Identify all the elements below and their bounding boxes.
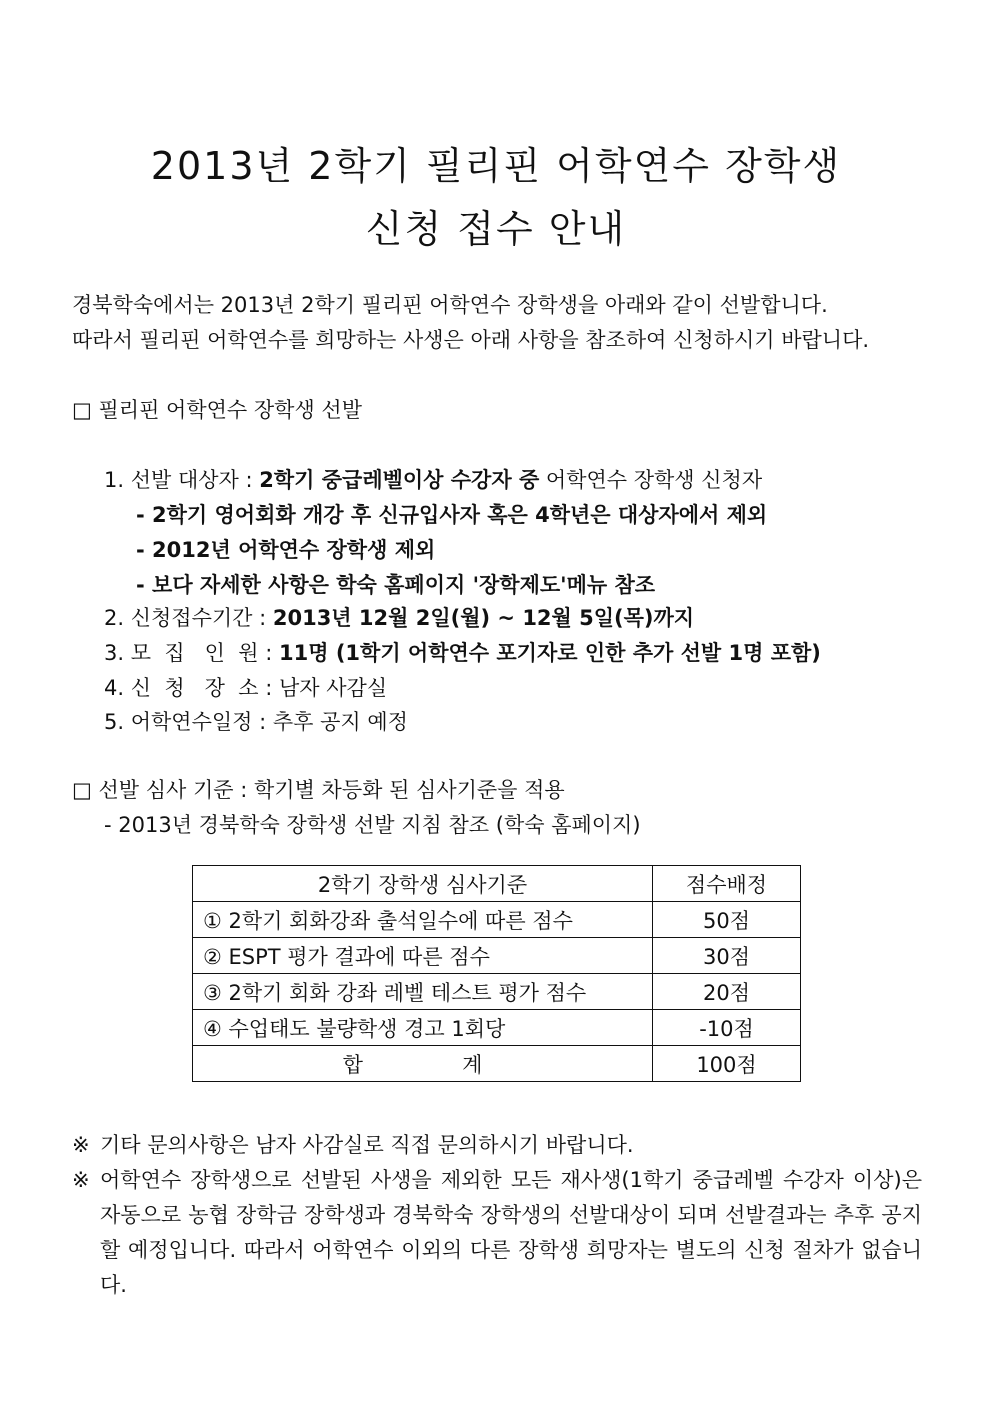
selection-target-rest: 어학연수 장학생 신청자	[539, 468, 763, 492]
selection-target-item	[104, 465, 762, 495]
total-label-cell	[193, 1046, 653, 1082]
table-row	[193, 1010, 801, 1046]
exclusion-note-1: - 2학기 영어회화 개강 후 신규입사자 혹은 4학년은 대상자에서 제외	[136, 503, 768, 527]
section2-guideline-ref: - 2013년 경북학숙 장학생 선발 지침 참조 (학숙 홈페이지)	[104, 813, 641, 837]
table-row	[193, 938, 801, 974]
recruit-count-label: 3. 모 집 인 원 :	[104, 641, 280, 665]
intro-line2: 따라서 필리핀 어학연수를 희망하는 사생은 아래 사항을 참조하여 신청하시기 바랍니다.	[72, 328, 870, 352]
selection-target-label: 1. 선발 대상자 :	[104, 468, 260, 492]
table-header-row	[193, 866, 801, 902]
note-contact-text: 기타 문의사항은 남자 사감실로 직접 문의하시기 바랍니다.	[100, 1133, 634, 1157]
criteria-cell: ② ESPT 평가 결과에 따른 점수	[193, 938, 653, 974]
homepage-reference-note: - 보다 자세한 사항은 학숙 홈페이지 '장학제도'메뉴 참조	[136, 573, 656, 597]
recruit-count-value: 11명 (1학기 어학연수 포기자로 인한 추가 선발 1명 포함)	[279, 641, 821, 665]
selection-target-bold: 2학기 중급레벨이상 수강자 중	[259, 468, 540, 492]
document-title-line2: 신청 접수 안내	[365, 207, 627, 251]
table-header-points: 점수배정	[653, 866, 801, 902]
intro-line1: 경북학숙에서는 2013년 2학기 필리핀 어학연수 장학생을 아래와 같이 선발합니다.	[72, 293, 828, 317]
criteria-cell: ③ 2학기 회화 강좌 레벨 테스트 평가 점수	[193, 974, 653, 1010]
training-schedule-item: 5. 어학연수일정 : 추후 공지 예정	[104, 710, 408, 734]
table-total-row	[193, 1046, 801, 1082]
application-period-value: 2013년 12월 2일(월) ~ 12월 5일(목)까지	[272, 606, 695, 630]
points-cell: 50점	[653, 902, 801, 938]
recruit-count-item	[104, 638, 821, 668]
table-row	[193, 974, 801, 1010]
points-cell: 20점	[653, 974, 801, 1010]
note-other-scholarships	[72, 1163, 922, 1303]
criteria-table	[192, 865, 801, 1082]
document-title-line1: 2013년 2학기 필리핀 어학연수 장학생	[150, 144, 842, 188]
total-label-b: 계	[462, 1052, 483, 1077]
table-header-criteria: 2학기 장학생 심사기준	[193, 866, 653, 902]
exclusion-note-2: - 2012년 어학연수 장학생 제외	[136, 538, 436, 562]
points-cell: 30점	[653, 938, 801, 974]
points-cell: -10점	[653, 1010, 801, 1046]
application-place-item: 4. 신 청 장 소 : 남자 사감실	[104, 676, 388, 700]
application-period-label: 2. 신청접수기간 :	[104, 606, 273, 630]
reference-mark-icon: ※	[72, 1168, 90, 1192]
total-label-a: 합	[342, 1052, 363, 1077]
section2-heading: □ 선발 심사 기준 : 학기별 차등화 된 심사기준을 적용	[72, 778, 565, 802]
section1-heading: □ 필리핀 어학연수 장학생 선발	[72, 398, 362, 422]
total-points-cell: 100점	[653, 1046, 801, 1082]
note-contact	[72, 1128, 922, 1163]
application-period-item	[104, 603, 694, 633]
note-other-scholarships-text: 어학연수 장학생으로 선발된 사생을 제외한 모든 재사생(1학기 중급레벨 수강자 이상)은 자동으로 농협 장학금 장학생과 경북학숙 장학생의 선발대상이 되며 선발결과는 추후 공지할 예정입니다. 따라서 어학연수 이외의 다른 장학생 희망자는 별도의 신청 절차가 없습니다.	[100, 1168, 922, 1297]
table-row	[193, 902, 801, 938]
reference-mark-icon: ※	[72, 1133, 90, 1157]
criteria-cell: ① 2학기 회화강좌 출석일수에 따른 점수	[193, 902, 653, 938]
criteria-cell: ④ 수업태도 불량학생 경고 1회당	[193, 1010, 653, 1046]
